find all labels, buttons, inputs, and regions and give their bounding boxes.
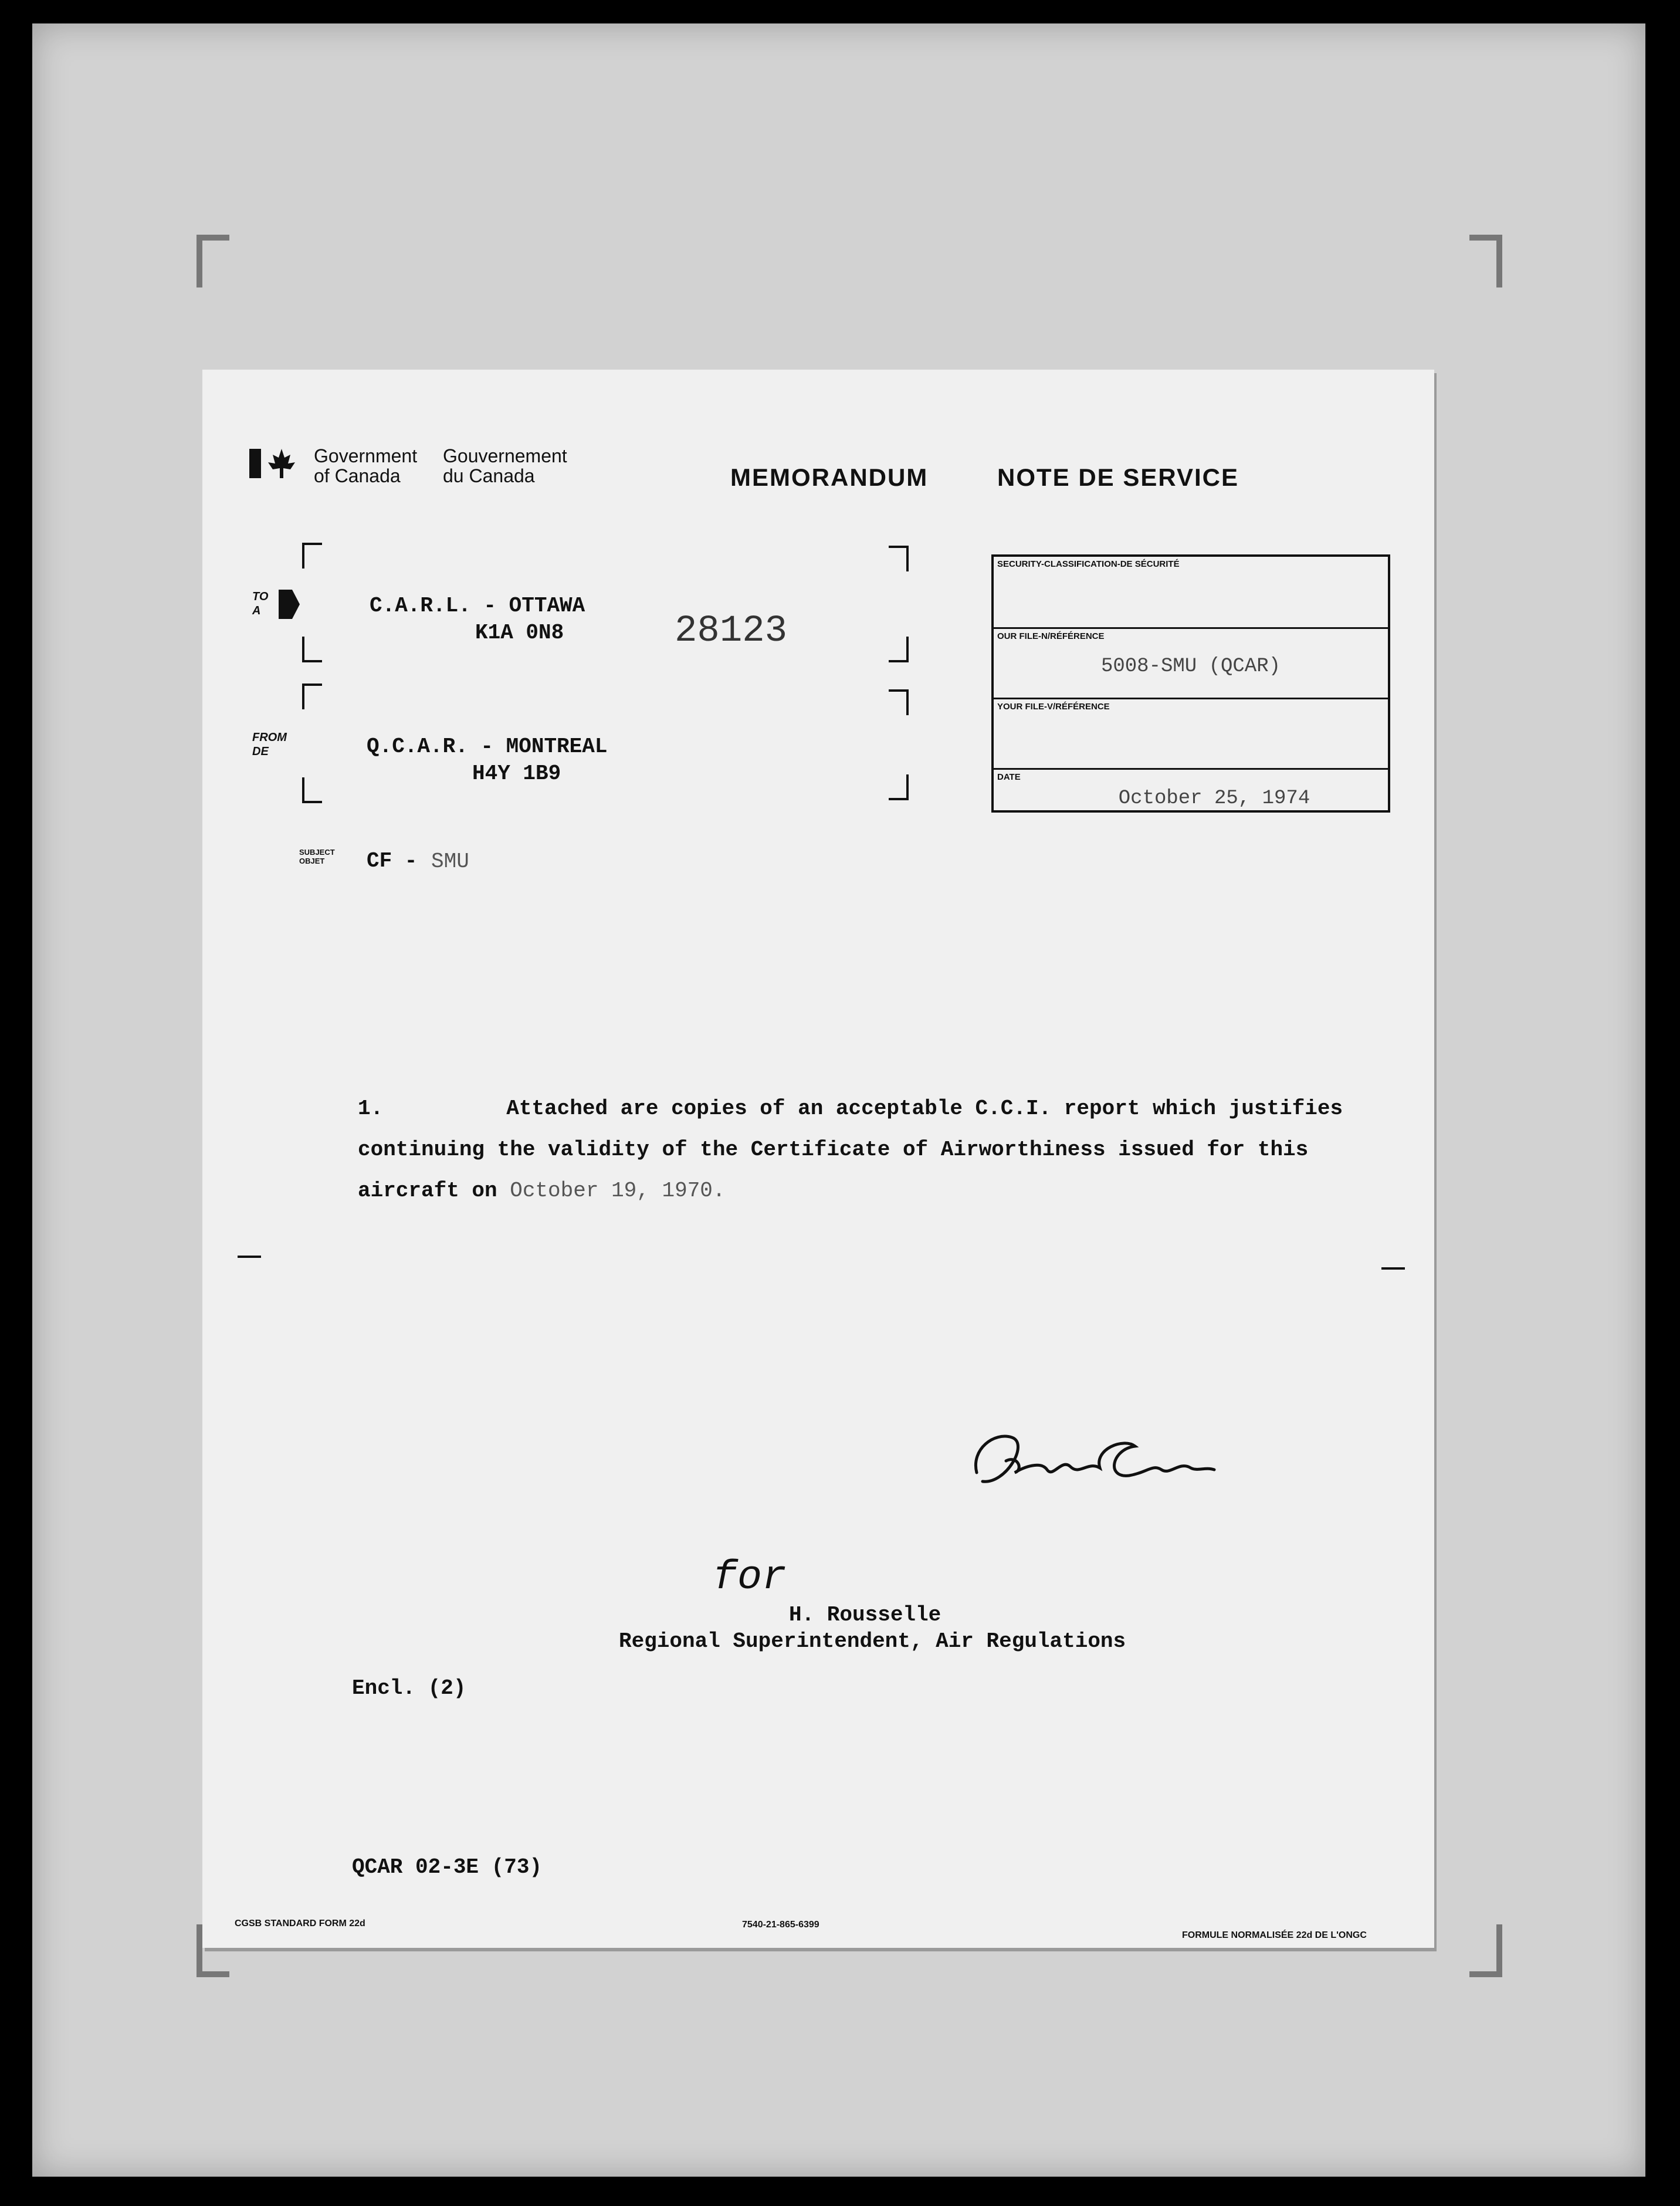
subject-label-en: SUBJECT	[299, 848, 335, 857]
to-address	[370, 593, 585, 647]
to-label	[252, 590, 268, 618]
right-bracket-3	[889, 689, 909, 715]
our-file-value: 5008-SMU (QCAR)	[1100, 655, 1281, 678]
to-line1: C.A.R.L. - OTTAWA	[370, 594, 585, 618]
enclosure: Encl. (2)	[352, 1676, 466, 1700]
body-line-1	[358, 1088, 1343, 1129]
from-label	[252, 730, 287, 759]
memorandum-page	[202, 370, 1434, 1948]
arrow-right-icon	[277, 587, 301, 622]
subject-label-fr: OBJET	[299, 857, 325, 865]
footer-right: FORMULE NORMALISÉE 22d DE L'ONGC	[1182, 1930, 1367, 1940]
from-bracket-top	[302, 684, 322, 709]
subject-prefix: CF -	[367, 849, 418, 873]
stamp-number: 28123	[675, 610, 788, 652]
body-paragraph	[358, 1088, 1343, 1212]
signer-title: Regional Superintendent, Air Regulations	[619, 1629, 1126, 1653]
from-line2: H4Y 1B9	[472, 762, 561, 786]
gov-fr-line2: du Canada	[443, 465, 535, 486]
reference-box	[991, 554, 1390, 813]
right-bracket-1	[889, 546, 909, 571]
your-file-cell	[994, 698, 1388, 770]
crop-mark-top-right	[1469, 235, 1502, 287]
from-label-fr: DE	[252, 745, 269, 758]
to-label-en: TO	[252, 590, 269, 603]
margin-tick-left	[238, 1256, 261, 1258]
gov-en-line2: of Canada	[314, 465, 401, 486]
body-line1-text: Attached are copies of an acceptable C.C.I. report which justifies	[506, 1097, 1343, 1121]
footer-center: 7540-21-865-6399	[742, 1920, 819, 1930]
memo-title-en: MEMORANDUM	[730, 463, 929, 491]
our-file-label: OUR FILE-N/RÉFÉRENCE	[997, 631, 1105, 641]
date-label: DATE	[997, 772, 1021, 782]
to-bracket-top	[302, 543, 322, 569]
to-line2: K1A 0N8	[475, 621, 564, 645]
to-label-fr: A	[252, 604, 261, 617]
body-line-3	[358, 1170, 1343, 1212]
body-line3-date: October 19, 1970.	[510, 1179, 726, 1203]
scan-background	[32, 23, 1645, 2177]
crop-mark-bottom-right	[1469, 1924, 1502, 1977]
from-address	[367, 733, 607, 787]
signer-name: H. Rousselle	[789, 1603, 941, 1627]
our-file-cell	[994, 627, 1388, 699]
gov-name-en	[314, 446, 417, 486]
crop-mark-top-left	[197, 235, 229, 287]
security-label: SECURITY-CLASSIFICATION-DE SÉCURITÉ	[997, 559, 1180, 569]
margin-tick-right	[1381, 1267, 1405, 1270]
gov-en-line1: Government	[314, 445, 418, 466]
gov-name-fr	[443, 446, 567, 486]
from-bracket-bottom	[302, 777, 322, 803]
date-cell	[994, 768, 1388, 814]
from-label-en: FROM	[252, 731, 287, 744]
footer-left: CGSB STANDARD FORM 22d	[235, 1919, 365, 1928]
from-line1: Q.C.A.R. - MONTREAL	[367, 735, 608, 759]
handwritten-signature	[959, 1414, 1217, 1508]
for-mark: for	[713, 1555, 787, 1601]
security-cell	[994, 557, 1388, 627]
right-bracket-2	[889, 637, 909, 662]
body-line-2: continuing the validity of the Certificate of Airworthiness issued for this	[358, 1138, 1309, 1162]
gov-fr-line1: Gouvernement	[443, 445, 567, 466]
memo-title-fr: NOTE DE SERVICE	[997, 463, 1239, 491]
subject-value: SMU	[431, 850, 469, 874]
date-value: October 25, 1974	[1118, 787, 1310, 810]
subject-label	[299, 848, 335, 865]
to-bracket-bottom	[302, 637, 322, 662]
your-file-label: YOUR FILE-V/RÉFÉRENCE	[997, 702, 1110, 712]
right-bracket-4	[889, 774, 909, 800]
canada-flag-icon	[249, 446, 308, 481]
paragraph-number: 1.	[358, 1097, 384, 1121]
body-line3-prefix: aircraft on	[358, 1179, 497, 1203]
form-code: QCAR 02-3E (73)	[352, 1855, 543, 1879]
